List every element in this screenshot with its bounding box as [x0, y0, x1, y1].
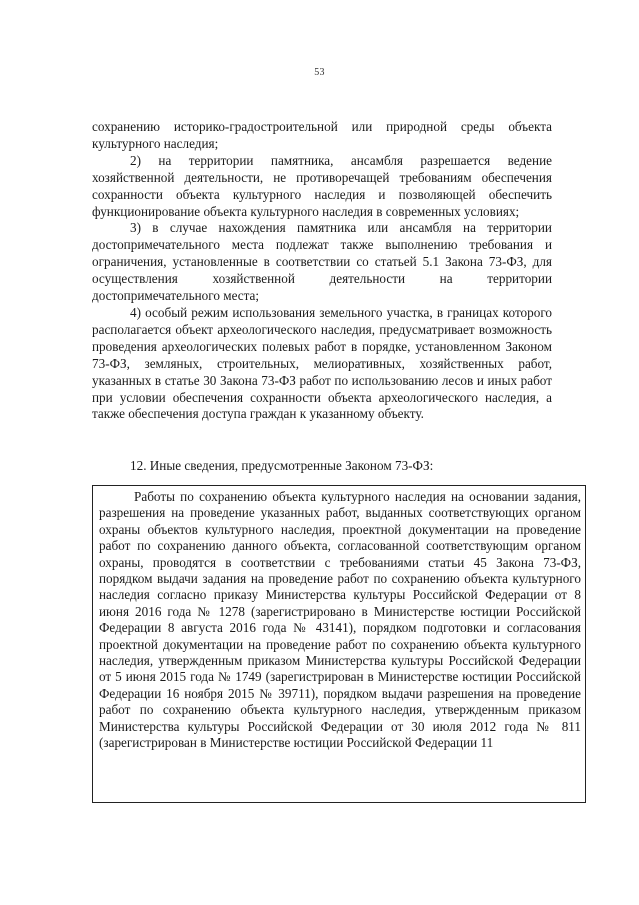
boxed-paragraph: Работы по сохранению объекта культурного наследия на основании задания, разрешения на проведение указанных работ, выданных соответствующих органом охраны объектов культурного наследия, проектной документации на проведение работ по сохранению данного объекта, согласованной соответствующим органом охраны, проводятся в соответствии с требованиями статьи 45 Закона 73-ФЗ, порядком выдачи задания на проведение работ по сохранению объекта культурного наследия согласно приказу Министерства культуры Российской Федерации от 8 июня 2016 года № 1278 (зарегистрировано в Министерстве юстиции Российской Федерации 8 августа 2016 года № 43141), порядком подготовки и согласования проектной документации на проведение работ по сохранению объекта культурного наследия, утвержденным приказом Министерства культуры Российской Федерации от 5 июня 2015 года № 1749 (зарегистрирован в Министерстве юстиции Российской Федерации 16 ноября 2015 № 39711), порядком выдачи разрешения на проведение работ по сохранению объекта культурного наследия, утвержденным приказом Министерства культуры Российской Федерации от 30 июля 2012 года № 811 (зарегистрирован в Министерстве юстиции Российской Федерации 11 [99, 489, 581, 751]
paragraph-item-4: 4) особый режим использования земельного участка, в границах которого располагается объект археологического наследия, предусматривает возможность проведения археологических полевых работ в порядке, установленном Законом 73-ФЗ, земляных, строительных, мелиоративных, хозяйственных работ, указанных в статье 30 Закона 73-ФЗ работ по использованию лесов и иных работ при условии обеспечения сохранности объекта археологического наследия, а также обеспечения доступа граждан к указанному объекту. [92, 304, 552, 422]
page-number: 53 [314, 67, 325, 78]
body-text [92, 119, 552, 423]
section-heading: 12. Иные сведения, предусмотренные Законом 73-ФЗ: [130, 458, 434, 473]
paragraph-item-2: 2) на территории памятника, ансамбля разрешается ведение хозяйственной деятельности, не противоречащей требованиям обеспечения сохранности объекта культурного наследия и позволяющей обеспечить функционирование объекта культурного наследия в современных условиях; [92, 152, 552, 219]
boxed-text-frame [92, 485, 586, 803]
paragraph-item-3: 3) в случае нахождения памятника или ансамбля на территории достопримечательного места подлежат также выполнению требования и ограничения, установленные в соответствии со статьей 5.1 Закона 73-ФЗ, для осуществления хозяйственной деятельности на территории достопримечательного места; [92, 220, 552, 304]
paragraph-continuation: сохранению историко-градостроительной или природной среды объекта культурного наследия; [92, 119, 552, 151]
